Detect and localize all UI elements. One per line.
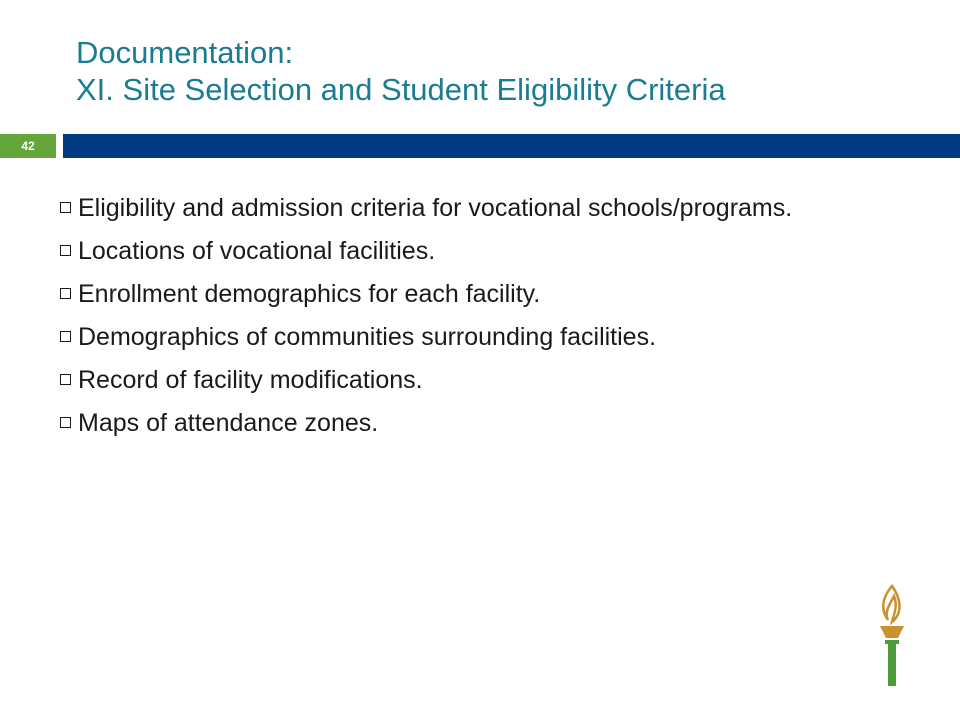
bullet-item bbox=[60, 322, 900, 353]
slide-number: 42 bbox=[21, 139, 35, 153]
bullet-text: Maps of attendance zones. bbox=[78, 409, 379, 437]
square-bullet-icon bbox=[60, 202, 71, 213]
square-bullet-icon bbox=[60, 288, 71, 299]
square-bullet-icon bbox=[60, 374, 71, 385]
torch-logo-icon bbox=[868, 584, 916, 688]
bullet-item bbox=[60, 408, 900, 439]
bullet-text: Demographics of communities surrounding facilities. bbox=[78, 323, 657, 351]
bullet-item bbox=[60, 365, 900, 396]
bullet-item bbox=[60, 279, 900, 310]
bullet-text: Locations of vocational facilities. bbox=[78, 237, 436, 265]
bullet-text: Eligibility and admission criteria for vocational schools/programs. bbox=[78, 194, 793, 222]
square-bullet-icon bbox=[60, 331, 71, 342]
slide-number-badge bbox=[0, 134, 56, 158]
square-bullet-icon bbox=[60, 417, 71, 428]
square-bullet-icon bbox=[60, 245, 71, 256]
bullet-item bbox=[60, 236, 900, 267]
slide-title bbox=[76, 34, 936, 108]
header-divider-bar bbox=[63, 134, 960, 158]
slide-title-line-1: Documentation: bbox=[76, 35, 294, 70]
slide-title-line-2: XI. Site Selection and Student Eligibility Criteria bbox=[76, 72, 726, 107]
bullet-list bbox=[60, 193, 900, 451]
bullet-item bbox=[60, 193, 900, 224]
bullet-text: Record of facility modifications. bbox=[78, 366, 423, 394]
bullet-text: Enrollment demographics for each facility. bbox=[78, 280, 541, 308]
